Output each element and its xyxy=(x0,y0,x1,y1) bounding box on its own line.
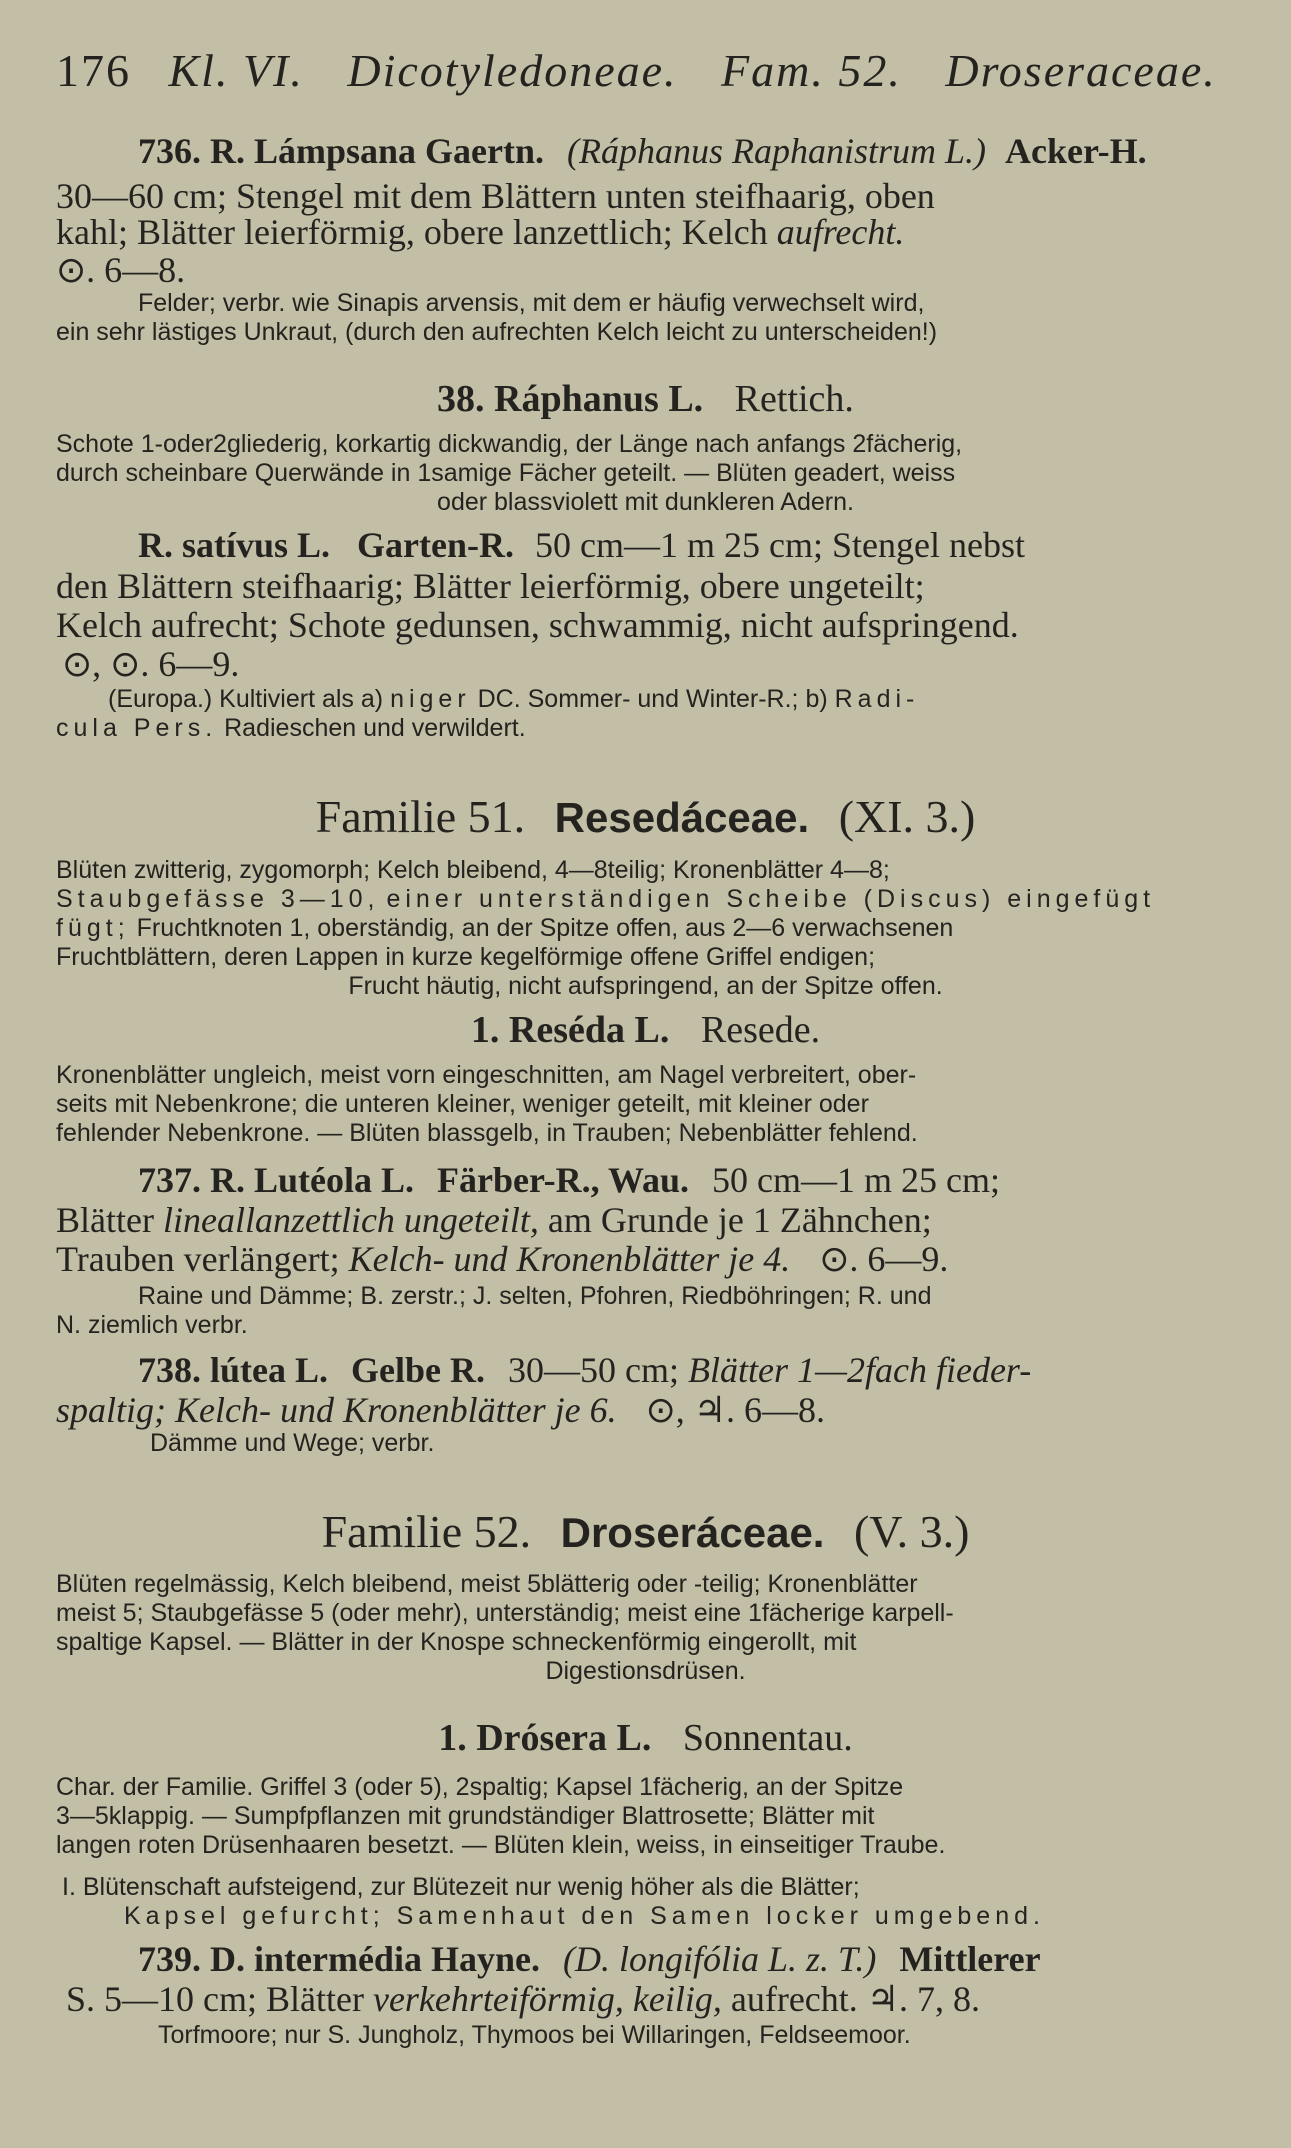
species-number: 739. xyxy=(138,1939,201,1979)
text-span: aufrecht. xyxy=(776,212,905,252)
species-name: R. satívus L. xyxy=(138,525,331,565)
family-class: (V. 3.) xyxy=(853,1506,970,1557)
species-738-line xyxy=(138,1349,1031,1391)
species-sativus-note xyxy=(108,685,919,714)
genus-38-description: Schote 1-oder2gliederig, korkartig dickwandig, der Länge nach anfangs 2fächerig, xyxy=(56,430,963,458)
species-sativus-note xyxy=(56,714,526,743)
species-synonym: (D. longifólia L. z. T.) xyxy=(562,1939,877,1979)
text-span: fügt; xyxy=(56,914,130,942)
text-span: kahl; Blätter leierförmig, obere lanzettlich; Kelch xyxy=(56,212,768,252)
genus-drosera-heading xyxy=(0,1716,1291,1760)
page-number: 176 xyxy=(56,45,131,96)
family-name: Droseráceae. xyxy=(560,1509,825,1556)
family-51-description xyxy=(56,885,1155,914)
key-line: Kapsel gefurcht; Samenhaut den Samen locker umgebend. xyxy=(124,1902,1045,1930)
text-span: spaltig; Kelch- und Kronenblätter je 6. xyxy=(56,1390,617,1430)
text-span: ⊙. 6—9. xyxy=(819,1239,949,1279)
family-51-description xyxy=(56,914,953,943)
text-span: Blätter 1—2fach fieder- xyxy=(687,1350,1032,1390)
text-span: 30—50 cm; xyxy=(508,1350,679,1390)
species-name: R. Lutéola L. xyxy=(210,1160,415,1200)
genus-common-name: Sonnentau. xyxy=(682,1717,853,1759)
family-label: Familie 52. xyxy=(321,1506,532,1557)
species-name: D. intermédia Hayne. xyxy=(210,1939,540,1979)
genus-reseda-description: seits mit Nebenkrone; die unteren kleiner, weniger geteilt, mit kleiner oder xyxy=(56,1090,869,1118)
species-name: lútea L. xyxy=(210,1350,329,1390)
genus-38-description: oder blassviolett mit dunkleren Adern. xyxy=(437,488,854,516)
text-span: Kelch- und Kronenblätter je 4. xyxy=(348,1239,791,1279)
species-737-line xyxy=(138,1159,1000,1201)
text-span: aufrecht. ♃. 7, 8. xyxy=(730,1979,981,2019)
species-name: R. Lámpsana Gaertn. xyxy=(210,131,545,171)
genus-common-name: Resede. xyxy=(700,1009,821,1051)
text-span: verkehrteiförmig, keilig, xyxy=(372,1979,722,2019)
species-738-note: Dämme und Wege; verbr. xyxy=(150,1429,435,1457)
text-span: (Europa.) Kultiviert als a) xyxy=(108,685,384,713)
text-span: lineallanzettlich ungeteilt, xyxy=(162,1200,539,1240)
family-52-description: meist 5; Staubgefässe 5 (oder mehr), unterständig; meist eine 1fächerige karpell- xyxy=(56,1599,954,1627)
family-51-description: Fruchtblättern, deren Lappen in kurze kegelförmige offene Griffel endigen; xyxy=(56,943,876,971)
text-span: Trauben verlängert; xyxy=(56,1239,340,1279)
family-52-description: spaltige Kapsel. — Blätter in der Knospe schneckenförmig eingerollt, mit xyxy=(56,1628,857,1656)
genus-title: 1. Reséda L. xyxy=(470,1009,670,1051)
header-class: Kl. VI. xyxy=(168,45,304,96)
text-span: 50 cm—1 m 25 cm; xyxy=(712,1160,1000,1200)
genus-reseda-description: Kronenblätter ungleich, meist vorn eingeschnitten, am Nagel verbreitert, ober- xyxy=(56,1061,917,1089)
species-synonym: (Ráphanus Raphanistrum L.) xyxy=(567,131,987,171)
species-number: 736. xyxy=(138,131,201,171)
species-common-name: Garten-R. xyxy=(357,525,515,565)
key-line: I. Blütenschaft aufsteigend, zur Blütezeit nur wenig höher als die Blätter; xyxy=(62,1873,860,1901)
text-span: 50 cm—1 m 25 cm; Stengel nebst xyxy=(535,525,1025,565)
text-span: cula Pers. xyxy=(56,714,218,742)
species-736-line: 30—60 cm; Stengel mit dem Blättern unten steifhaarig, oben xyxy=(56,176,935,216)
species-736-line xyxy=(56,211,904,253)
family-52-description: Digestionsdrüsen. xyxy=(545,1657,746,1685)
family-class: (XI. 3.) xyxy=(838,791,976,842)
genus-drosera-description: 3—5klappig. — Sumpfpflanzen mit grundständiger Blattrosette; Blätter mit xyxy=(56,1802,875,1830)
species-738-line xyxy=(56,1389,825,1431)
family-label: Familie 51. xyxy=(315,791,526,842)
genus-drosera-description: Char. der Familie. Griffel 3 (oder 5), 2spaltig; Kapsel 1fächerig, an der Spitze xyxy=(56,1773,904,1801)
species-739-line xyxy=(66,1978,980,2020)
text-span: Radieschen und verwildert. xyxy=(224,714,526,742)
text-span: Staubgefässe 3—10, xyxy=(56,885,380,913)
genus-title: 38. Ráphanus L. xyxy=(437,378,704,420)
genus-reseda-heading xyxy=(0,1008,1291,1052)
genus-common-name: Rettich. xyxy=(734,378,854,420)
header-group: Dicotyledoneae. xyxy=(347,45,678,96)
species-739-line xyxy=(138,1938,1041,1980)
family-52-description: Blüten regelmässig, Kelch bleibend, meist 5blätterig oder -teilig; Kronenblätter xyxy=(56,1570,918,1598)
genus-38-heading xyxy=(0,377,1291,421)
species-736-note: Felder; verbr. wie Sinapis arvensis, mit dem er häufig verwechselt wird, xyxy=(138,289,925,317)
family-52-heading xyxy=(0,1505,1291,1558)
family-name: Resedáceae. xyxy=(554,794,810,841)
species-737-note: N. ziemlich verbr. xyxy=(56,1311,248,1339)
species-736-note: ein sehr lästiges Unkraut, (durch den aufrechten Kelch leicht zu unterscheiden!) xyxy=(56,318,938,346)
species-736-heading xyxy=(138,130,1147,172)
header-family-number: Fam. 52. xyxy=(721,45,902,96)
family-51-description: Blüten zwitterig, zygomorph; Kelch bleibend, 4—8teilig; Kronenblätter 4—8; xyxy=(56,856,890,884)
genus-reseda-description: fehlender Nebenkrone. — Blüten blassgelb, in Trauben; Nebenblätter fehlend. xyxy=(56,1119,918,1147)
text-span: DC. Sommer- und Winter-R.; b) xyxy=(477,685,828,713)
text-span: ⊙, ♃. 6—8. xyxy=(645,1390,826,1430)
genus-drosera-description: langen roten Drüsenhaaren besetzt. — Blüten klein, weiss, in einseitiger Traube. xyxy=(56,1831,946,1859)
text-span: einer unterständigen Scheibe (Discus) eingefügt xyxy=(386,885,1156,913)
species-737-line xyxy=(56,1238,948,1280)
species-sativus-line xyxy=(138,524,1025,566)
family-51-description: Frucht häutig, nicht aufspringend, an der Spitze offen. xyxy=(348,972,943,1000)
species-number: 737. xyxy=(138,1160,201,1200)
genus-title: 1. Drósera L. xyxy=(438,1717,652,1759)
genus-38-description: durch scheinbare Querwände in 1samige Fächer geteilt. — Blüten geadert, weiss xyxy=(56,459,956,487)
species-737-note: Raine und Dämme; B. zerstr.; J. selten, Pfohren, Riedböhringen; R. und xyxy=(138,1282,932,1310)
species-sativus-line: ⊙, ⊙. 6—9. xyxy=(62,644,240,684)
text-span: S. 5—10 cm; Blätter xyxy=(66,1979,364,2019)
species-number: 738. xyxy=(138,1350,201,1390)
species-common-name: Gelbe R. xyxy=(351,1350,485,1390)
species-sativus-line: Kelch aufrecht; Schote gedunsen, schwammig, nicht aufspringend. xyxy=(56,605,1019,645)
text-span: Fruchtknoten 1, oberständig, an der Spitze offen, aus 2—6 verwachsenen xyxy=(136,914,954,942)
species-739-note: Torfmoore; nur S. Jungholz, Thymoos bei Willaringen, Feldseemoor. xyxy=(158,2021,911,2049)
header-family-name: Droseraceae. xyxy=(945,45,1217,96)
species-common-name: Acker-H. xyxy=(1005,131,1147,171)
species-common-name: Färber-R., Wau. xyxy=(437,1160,689,1200)
text-span: Blätter xyxy=(56,1200,154,1240)
species-sativus-line: den Blättern steifhaarig; Blätter leierförmig, obere ungeteilt; xyxy=(56,566,925,606)
text-span: am Grunde je 1 Zähnchen; xyxy=(547,1200,932,1240)
species-737-line xyxy=(56,1199,932,1241)
family-51-heading xyxy=(0,790,1291,843)
species-736-line: ⊙. 6—8. xyxy=(56,250,186,290)
text-span: niger xyxy=(390,685,471,713)
running-header xyxy=(56,44,1217,97)
text-span: Radi- xyxy=(834,685,920,713)
species-common-name: Mittlerer xyxy=(899,1939,1041,1979)
